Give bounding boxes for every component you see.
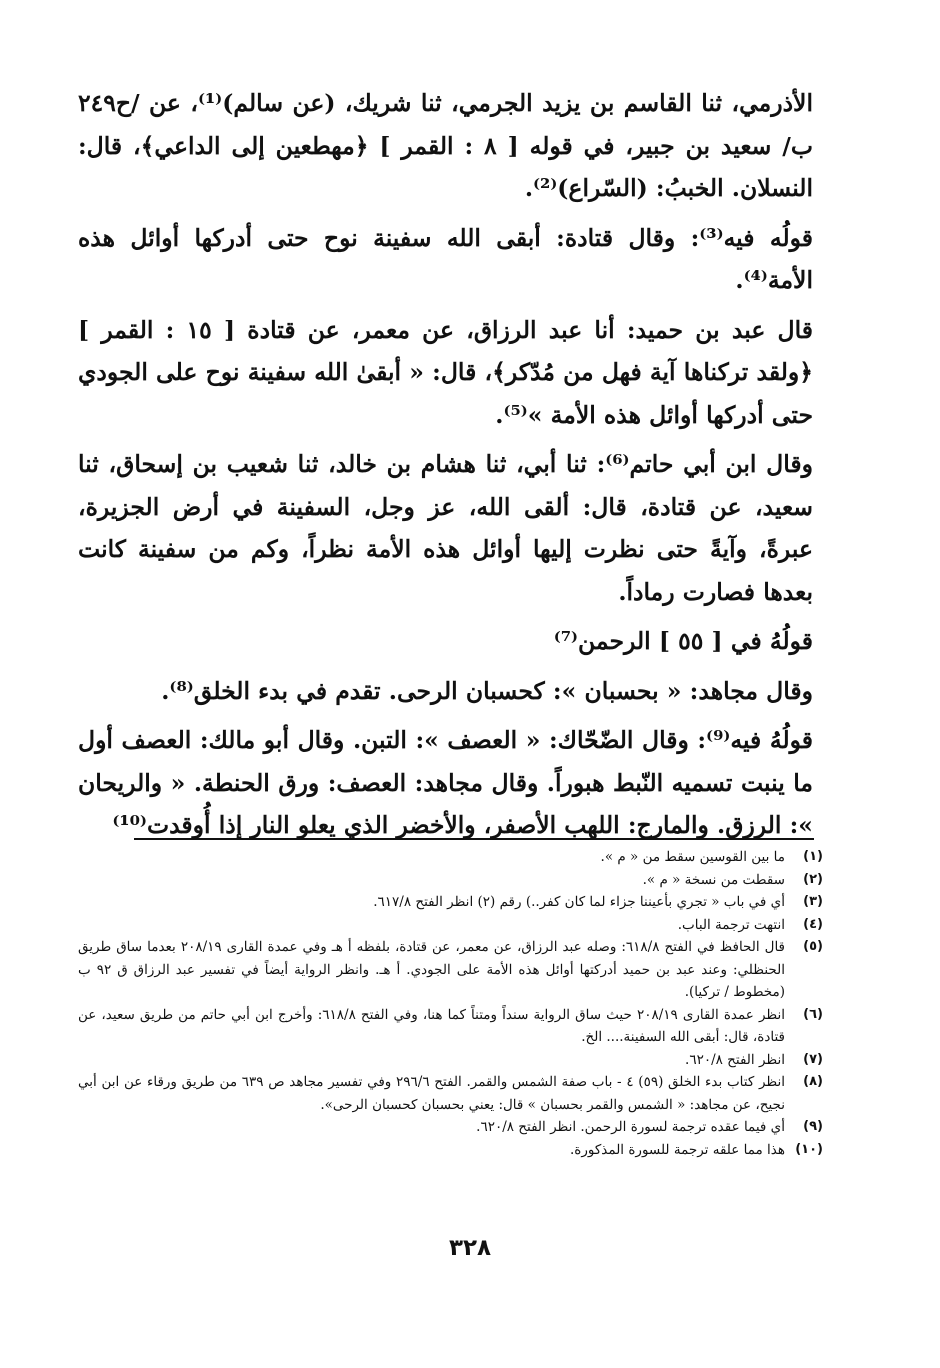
footnote-text: انظر الفتح ٦٢٠/٨. bbox=[685, 1051, 785, 1068]
footnote-divider bbox=[134, 838, 814, 840]
footnote-number: (٢) bbox=[803, 871, 823, 887]
footnote bbox=[78, 846, 823, 869]
footnote bbox=[78, 914, 823, 937]
footnotes bbox=[78, 846, 823, 1161]
footnote bbox=[78, 1049, 823, 1072]
paragraph-4: وقال ابن أبي حاتم⁽⁶⁾: ثنا أبي، ثنا هشام بن خالد، ثنا شعيب بن إسحاق، ثنا سعيد، عن قتادة، قال: ألقى الله، عز وجل، السفينة في أرض الجزيرة، عبرةً، وآيةً حتى نظرت إليها أوائل هذه الأمة نظراً، وكم من سفينة كانت بعدها فصارت رماداً. bbox=[78, 450, 814, 606]
paragraph-3: قال عبد بن حميد: أنا عبد الرزاق، عن معمر، عن قتادة [ ١٥ : القمر ] ﴿ولقد تركناها آية فهل من مُدّكر﴾، قال: « أبقىٰ الله سفينة نوح على الجودي حتى أدركها أوائل هذه الأمة »⁽⁵⁾. bbox=[78, 315, 814, 429]
footnote bbox=[78, 891, 823, 914]
footnote-number: (٦) bbox=[803, 1006, 823, 1022]
footnote bbox=[78, 1004, 823, 1049]
footnote bbox=[78, 1071, 823, 1116]
footnote-text: أي فيما عقده ترجمة لسورة الرحمن. انظر الفتح ٦٢٠/٨. bbox=[476, 1119, 785, 1135]
footnote-text: ما بين القوسين سقط من « م ». bbox=[600, 849, 785, 865]
footnote-number: (٥) bbox=[803, 939, 823, 954]
footnote-number: (١٠) bbox=[795, 1141, 823, 1157]
footnote-text: قال الحافظ في الفتح ٦١٨/٨: وصله عبد الرزاق، عن معمر، عن قتادة، بلفظه أ هـ وفي عمدة القارى ٢٠٨/١٩ بعدما ساق طريق الحنظلي: وعند عبد بن حميد أدركتها أوائل هذه الأمة على الجودي. أ هـ. وانظر الرواية أيضاً في تفسير عبد الرزاق ق ٩٢ ب (مخطوط / تركيا). bbox=[78, 939, 786, 1000]
paragraph-5: وقال مجاهد: « بحسبان »: كحسبان الرحى. تقدم في بدء الخلق⁽⁸⁾. bbox=[161, 676, 813, 705]
footnote-number: (٨) bbox=[803, 1074, 823, 1089]
footnote-text: أي في باب « تجري بأعيننا جزاء لما كان كفر..) رقم (٢) انظر الفتح ٦١٧/٨. bbox=[373, 894, 785, 910]
footnote bbox=[78, 1116, 823, 1139]
main-text bbox=[78, 82, 813, 854]
paragraph-1: الأذرمي، ثنا القاسم بن يزيد الجرمي، ثنا شريك، (عن سالم)⁽¹⁾، عن /ح٢٤٩ ب/ سعيد بن جبير، في قوله [ ٨ : القمر ] ﴿مهطعين إلى الداعي﴾، قال: النسلان. الخببُ: (السّراع)⁽²⁾. bbox=[78, 89, 813, 202]
footnote-number: (٩) bbox=[803, 1119, 823, 1134]
footnote bbox=[78, 936, 823, 1004]
footnote-text: هذا مما علقه ترجمة للسورة المذكورة. bbox=[570, 1141, 785, 1158]
footnote-text: سقطت من نسخة « م ». bbox=[642, 871, 785, 888]
footnote-number: (٤) bbox=[803, 916, 823, 932]
footnote-number: (٧) bbox=[803, 1051, 823, 1067]
footnote bbox=[78, 869, 823, 892]
footnote-text: انتهت ترجمة الباب. bbox=[677, 916, 785, 933]
section-heading: قولُهُ في [ ٥٥ ] الرحمن⁽⁷⁾ bbox=[553, 627, 813, 655]
footnote bbox=[78, 1139, 823, 1162]
page-number: ٣٢٨ bbox=[448, 1235, 492, 1261]
footnote-number: (٣) bbox=[803, 894, 823, 909]
footnote-text: انظر عمدة القارى ٢٠٨/١٩ حيث ساق الرواية سنداً ومتناً كما هنا، وفي الفتح ٦١٨/٨: وأخرج ابن أبي حاتم من طريق سعيد، عن قتادة، قال: أبقى الله السفينة.... الخ. bbox=[78, 1006, 785, 1045]
paragraph-2: قولُه فيه⁽³⁾: وقال قتادة: أبقى الله سفينة نوح حتى أدركها أوائل هذه الأمة⁽⁴⁾. bbox=[78, 223, 813, 294]
paragraph-6: قولُهُ فيه⁽⁹⁾: وقال الضّحّاك: « العصف »: التبن. وقال أبو مالك: العصف أول ما ينبت تسميه النّبط هبوراً. وقال مجاهد: العصف: ورق الحنطة. « والريحان »: الرزق. والمارج: اللهب الأصفر، والأخضر الذي يعلو النار إذا أُوقدت⁽¹⁰⁾ bbox=[78, 726, 813, 839]
footnote-text: انظر كتاب بدء الخلق (٥٩) ٤ - باب صفة الشمس والقمر. الفتح ٢٩٦/٦ وفي تفسير مجاهد ص ٦٣٩ من طريق ورقاء عن ابن أبي نجيح، عن مجاهد: « الشمس والقمر بحسبان » قال: يعني بحسبان كحسبان الرحى». bbox=[78, 1074, 786, 1113]
footnote-number: (١) bbox=[803, 849, 823, 864]
